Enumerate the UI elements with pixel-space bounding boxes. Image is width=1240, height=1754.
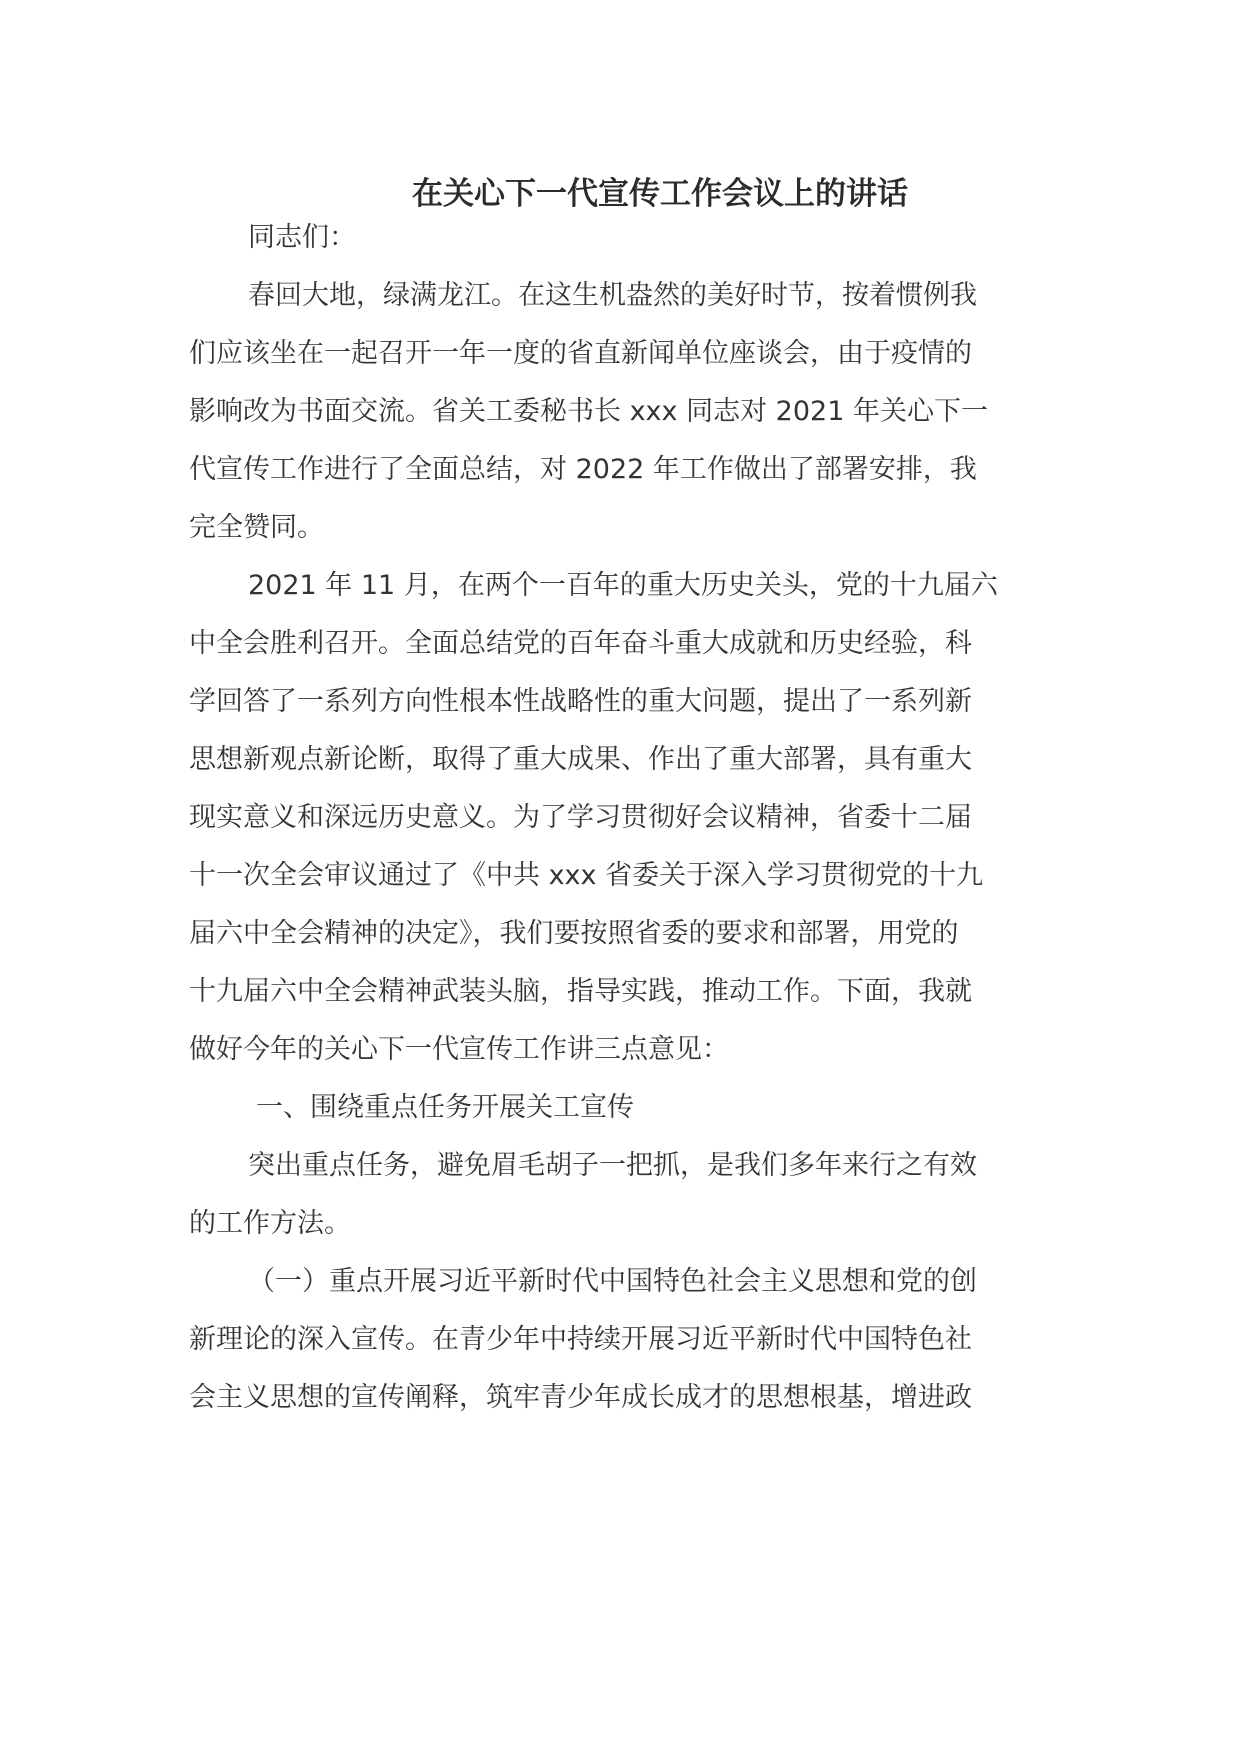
paragraph-line: 突出重点任务，避免眉毛胡子一把抓，是我们多年来行之有效 — [248, 1150, 977, 1181]
paragraph-line: 学回答了一系列方向性根本性战略性的重大问题，提出了一系列新 — [189, 686, 972, 717]
paragraph-line: 思想新观点新论断，取得了重大成果、作出了重大部署，具有重大 — [189, 744, 972, 775]
paragraph-line: 2021 年 11 月，在两个一百年的重大历史关头，党的十九届六 — [248, 570, 998, 601]
paragraph-line: 的工作方法。 — [189, 1208, 351, 1239]
document-title: 在关心下一代宣传工作会议上的讲话 — [412, 176, 908, 212]
paragraph-line: （一）重点开展习近平新时代中国特色社会主义思想和党的创 — [248, 1266, 977, 1297]
salutation: 同志们： — [248, 222, 356, 253]
paragraph-line: 完全赞同。 — [189, 512, 324, 543]
paragraph-line: 十九届六中全会精神武装头脑，指导实践，推动工作。下面，我就 — [189, 976, 972, 1007]
paragraph-line: 做好今年的关心下一代宣传工作讲三点意见： — [189, 1034, 729, 1065]
paragraph-line: 中全会胜利召开。全面总结党的百年奋斗重大成就和历史经验，科 — [189, 628, 972, 659]
paragraph-line: 们应该坐在一起召开一年一度的省直新闻单位座谈会，由于疫情的 — [189, 338, 972, 369]
paragraph-line: 影响改为书面交流。省关工委秘书长 xxx 同志对 2021 年关心下一 — [189, 396, 988, 427]
paragraph-line: 现实意义和深远历史意义。为了学习贯彻好会议精神，省委十二届 — [189, 802, 972, 833]
paragraph-line: 会主义思想的宣传阐释，筑牢青少年成长成才的思想根基，增进政 — [189, 1382, 972, 1413]
section-heading: 一、围绕重点任务开展关工宣传 — [256, 1092, 634, 1123]
paragraph-line: 届六中全会精神的决定》，我们要按照省委的要求和部署，用党的 — [189, 918, 959, 949]
paragraph-line: 代宣传工作进行了全面总结，对 2022 年工作做出了部署安排，我 — [189, 454, 977, 485]
paragraph-line: 十一次全会审议通过了《中共 xxx 省委关于深入学习贯彻党的十九 — [189, 860, 984, 891]
paragraph-line: 春回大地，绿满龙江。在这生机盎然的美好时节，按着惯例我 — [248, 280, 977, 311]
paragraph-line: 新理论的深入宣传。在青少年中持续开展习近平新时代中国特色社 — [189, 1324, 972, 1355]
